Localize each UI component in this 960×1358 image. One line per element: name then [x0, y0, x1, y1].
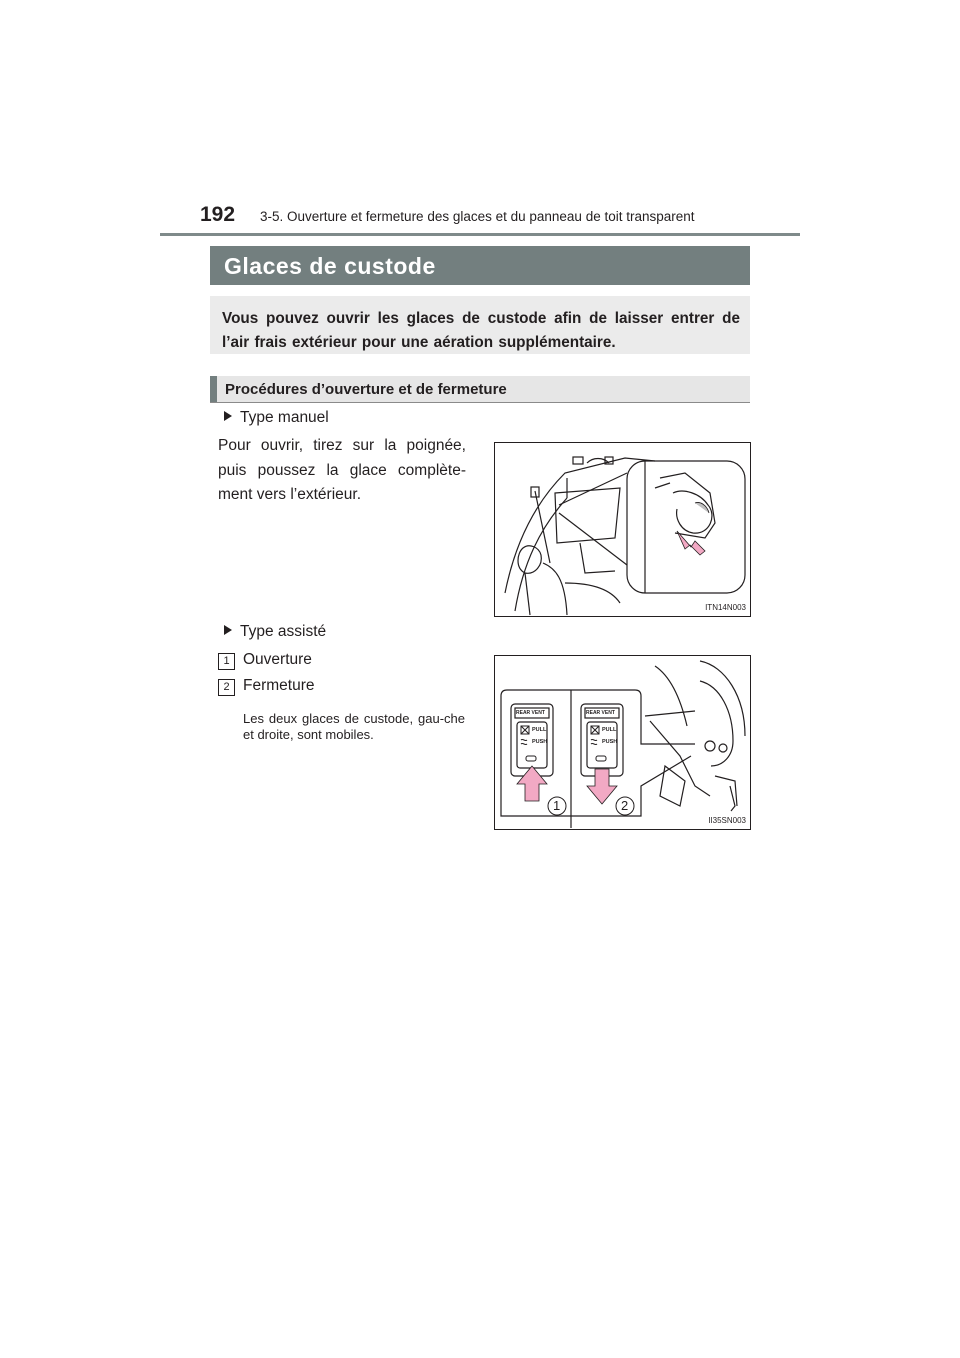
title-bar: [210, 246, 750, 285]
power-type-label: Type assisté: [240, 623, 327, 640]
manual-type-instructions: Pour ouvrir, tirez sur la poignée, puis poussez la glace complète-ment vers l’extérieur.: [218, 437, 466, 503]
triangle-bullet-icon: [224, 625, 232, 635]
left-push-label: PUSH: [532, 739, 548, 745]
callout-2: 2: [621, 798, 629, 813]
manual-type-label: Type manuel: [240, 409, 329, 426]
manual-type-heading: [224, 409, 329, 427]
triangle-bullet-icon: [224, 411, 232, 421]
manual-window-figure: [494, 442, 751, 617]
power-window-figure: [494, 655, 751, 830]
item-label-opening: Ouverture: [243, 651, 312, 668]
page-number: 192: [200, 203, 236, 226]
manual-figure-code: ITN14N003: [705, 603, 746, 612]
item-number-2: 2: [218, 679, 235, 696]
intro-text: Vous pouvez ouvrir les glaces de custode afin de laisser entrer de l’air frais extérieur pour une aération supplémentaire.: [222, 310, 740, 351]
power-figure-code: II35SN003: [708, 816, 746, 825]
section-heading: [210, 376, 750, 403]
page-title: Glaces de custode: [224, 253, 436, 279]
running-header: 3-5. Ouverture et fermeture des glaces et du panneau de toit transparent: [260, 209, 695, 224]
power-type-note: Les deux glaces de custode, gau-che et droite, sont mobiles.: [243, 711, 465, 742]
power-type-heading: [224, 623, 326, 641]
section-accent: [210, 376, 217, 402]
intro-box: [210, 296, 750, 354]
item-label-closing: Fermeture: [243, 677, 315, 694]
right-push-label: PUSH: [602, 739, 618, 745]
right-pull-label: PULL: [602, 727, 617, 733]
item-number-1: 1: [218, 653, 235, 670]
section-heading-text: Procédures d’ouverture et de fermeture: [225, 381, 507, 398]
right-switch-label: REAR VENT: [586, 710, 615, 716]
left-switch-label: REAR VENT: [516, 710, 545, 716]
manual-window-illustration-icon: [495, 443, 750, 616]
callout-1: 1: [553, 798, 561, 813]
left-pull-label: PULL: [532, 727, 547, 733]
header-rule: [160, 233, 800, 236]
